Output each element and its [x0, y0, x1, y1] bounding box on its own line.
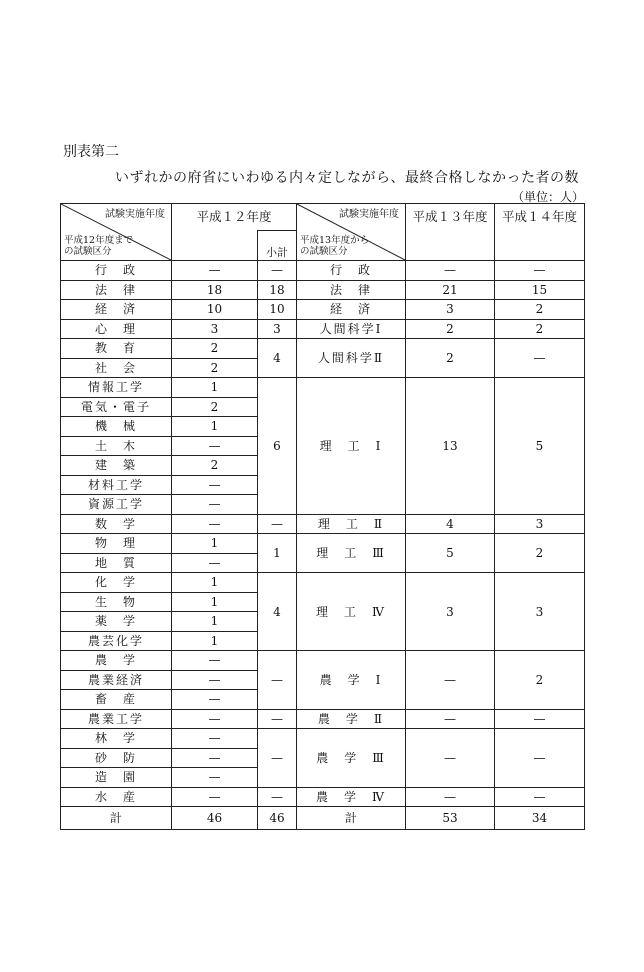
subtotal-cell: 1: [258, 534, 297, 573]
subtotal-cell: 10: [258, 300, 297, 320]
old-category: 教 育: [61, 339, 172, 359]
value-h12: 2: [172, 456, 258, 476]
old-category: 農芸化学: [61, 631, 172, 651]
value-h13: —: [406, 787, 495, 807]
value-h12: 3: [172, 319, 258, 339]
old-category: 経 済: [61, 300, 172, 320]
new-category: 行 政: [297, 261, 406, 281]
value-h14: —: [495, 729, 585, 788]
value-h12: 1: [172, 534, 258, 554]
unit-label: （単位：人）: [512, 190, 585, 204]
table-row: [61, 261, 585, 281]
subtotal-cell: 4: [258, 339, 297, 378]
value-h12: —: [172, 514, 258, 534]
new-category: 人間科学Ⅰ: [297, 319, 406, 339]
header-left-top: 試験実施年度: [105, 209, 165, 220]
old-category: 生 物: [61, 592, 172, 612]
old-category: 農業工学: [61, 709, 172, 729]
value-h12: —: [172, 670, 258, 690]
table-row: [61, 378, 585, 398]
value-h13: 21: [406, 280, 495, 300]
old-category: 電気・電子: [61, 397, 172, 417]
new-category: 人間科学Ⅱ: [297, 339, 406, 378]
old-category: 薬 学: [61, 612, 172, 632]
new-category: 法 律: [297, 280, 406, 300]
document-heading: 別表第二: [63, 144, 119, 160]
table-title: いずれかの府省にいわゆる内々定しながら、最終合格しなかった者の数: [115, 170, 579, 186]
table-row: [61, 534, 585, 554]
value-h13: 5: [406, 534, 495, 573]
old-category: 資源工学: [61, 495, 172, 515]
new-category: 理 工 Ⅰ: [297, 378, 406, 515]
value-h12: —: [172, 651, 258, 671]
value-h14: 3: [495, 573, 585, 651]
new-category: 農 学 Ⅰ: [297, 651, 406, 710]
header-right-diagonal: [297, 204, 406, 261]
value-h12: 18: [172, 280, 258, 300]
value-h12: —: [172, 553, 258, 573]
old-category: 畜 産: [61, 690, 172, 710]
subtotal-cell: 4: [258, 573, 297, 651]
header-h13: 平成１３年度: [406, 204, 495, 261]
old-category: 材料工学: [61, 475, 172, 495]
value-h12: —: [172, 475, 258, 495]
value-h12: 1: [172, 417, 258, 437]
old-category: 水 産: [61, 787, 172, 807]
old-category: 化 学: [61, 573, 172, 593]
table-row: [61, 729, 585, 749]
total-label-2: 計: [297, 807, 406, 830]
value-h14: 3: [495, 514, 585, 534]
value-h14: 15: [495, 280, 585, 300]
old-category: 社 会: [61, 358, 172, 378]
value-h13: 2: [406, 339, 495, 378]
header-left-diagonal: [61, 204, 172, 261]
value-h12: —: [172, 261, 258, 281]
value-h12: 1: [172, 592, 258, 612]
new-category: 農 学 Ⅳ: [297, 787, 406, 807]
value-h12: 1: [172, 631, 258, 651]
value-h12: —: [172, 495, 258, 515]
subtotal-cell: —: [258, 787, 297, 807]
new-category: 理 工 Ⅳ: [297, 573, 406, 651]
subtotal-cell: 6: [258, 378, 297, 515]
value-h12: —: [172, 787, 258, 807]
table-row: [61, 573, 585, 593]
value-h14: 2: [495, 651, 585, 710]
table-row: [61, 787, 585, 807]
value-h12: 1: [172, 612, 258, 632]
value-h12: —: [172, 436, 258, 456]
old-category: 数 学: [61, 514, 172, 534]
total-row: [61, 807, 585, 830]
value-h12: 2: [172, 339, 258, 359]
new-category: 理 工 Ⅱ: [297, 514, 406, 534]
value-h13: 13: [406, 378, 495, 515]
table-row: [61, 339, 585, 359]
value-h12: —: [172, 709, 258, 729]
old-category: 造 園: [61, 768, 172, 788]
old-category: 農 学: [61, 651, 172, 671]
value-h13: 3: [406, 573, 495, 651]
old-category: 物 理: [61, 534, 172, 554]
value-h12: —: [172, 729, 258, 749]
value-h13: —: [406, 729, 495, 788]
value-h12: —: [172, 690, 258, 710]
table-row: [61, 709, 585, 729]
old-category: 林 学: [61, 729, 172, 749]
value-h12: 1: [172, 573, 258, 593]
old-category: 法 律: [61, 280, 172, 300]
value-h12: 2: [172, 358, 258, 378]
value-h14: 2: [495, 534, 585, 573]
subtotal-cell: —: [258, 651, 297, 710]
value-h12: 2: [172, 397, 258, 417]
header-h14: 平成１４年度: [495, 204, 585, 261]
old-category: 建 築: [61, 456, 172, 476]
value-h14: 2: [495, 300, 585, 320]
old-category: 土 木: [61, 436, 172, 456]
header-right-top: 試験実施年度: [339, 209, 399, 220]
value-h14: 2: [495, 319, 585, 339]
value-h12: 1: [172, 378, 258, 398]
new-category: 農 学 Ⅱ: [297, 709, 406, 729]
table-row: [61, 319, 585, 339]
value-h13: —: [406, 651, 495, 710]
total-h14: 34: [495, 807, 585, 830]
new-category: 理 工 Ⅲ: [297, 534, 406, 573]
value-h14: —: [495, 339, 585, 378]
value-h14: 5: [495, 378, 585, 515]
total-label: 計: [61, 807, 172, 830]
total-h13: 53: [406, 807, 495, 830]
new-category: 経 済: [297, 300, 406, 320]
old-category: 農業経済: [61, 670, 172, 690]
new-category: 農 学 Ⅲ: [297, 729, 406, 788]
value-h14: —: [495, 261, 585, 281]
value-h12: —: [172, 768, 258, 788]
table-container: [60, 203, 585, 830]
subtotal-cell: 18: [258, 280, 297, 300]
table-row: [61, 280, 585, 300]
subtotal-cell: 3: [258, 319, 297, 339]
value-h13: 4: [406, 514, 495, 534]
total-h12: 46: [172, 807, 258, 830]
old-category: 行 政: [61, 261, 172, 281]
subtotal-cell: —: [258, 709, 297, 729]
subtotal-cell: —: [258, 261, 297, 281]
value-h13: —: [406, 261, 495, 281]
old-category: 地 質: [61, 553, 172, 573]
value-h13: —: [406, 709, 495, 729]
value-h12: —: [172, 748, 258, 768]
header-h12: 平成１２年度: [172, 204, 297, 231]
value-h13: 3: [406, 300, 495, 320]
value-h14: —: [495, 709, 585, 729]
results-table: [60, 203, 585, 830]
value-h13: 2: [406, 319, 495, 339]
value-h14: —: [495, 787, 585, 807]
old-category: 砂 防: [61, 748, 172, 768]
old-category: 機 械: [61, 417, 172, 437]
table-row: [61, 514, 585, 534]
table-row: [61, 651, 585, 671]
header-left-bottom: 平成12年度までの試験区分: [64, 235, 134, 257]
value-h12: 10: [172, 300, 258, 320]
header-subtotal: 小計: [258, 231, 297, 261]
old-category: 情報工学: [61, 378, 172, 398]
header-right-bottom: 平成13年度からの試験区分: [300, 235, 370, 257]
subtotal-cell: —: [258, 729, 297, 788]
table-row: [61, 300, 585, 320]
total-subtotal: 46: [258, 807, 297, 830]
old-category: 心 理: [61, 319, 172, 339]
subtotal-cell: —: [258, 514, 297, 534]
